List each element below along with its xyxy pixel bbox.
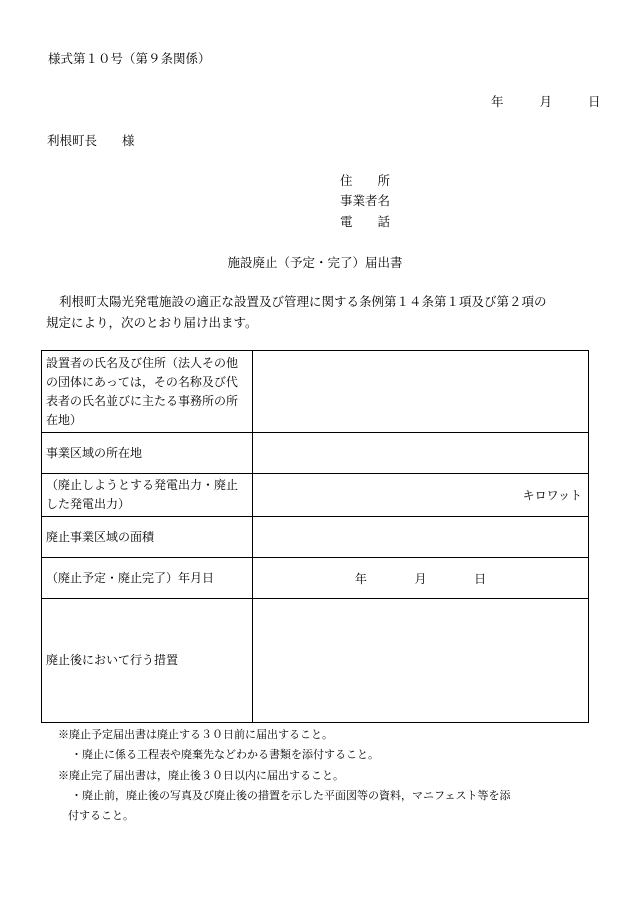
note-item: 付すること。 (68, 809, 134, 822)
addressee-name: 利根町長 (47, 133, 98, 148)
note-item: ・廃止に係る工程表や廃棄先などわかる書類を添付すること。 (71, 748, 379, 761)
addressee (47, 131, 135, 149)
notification-form-table (41, 350, 589, 723)
document-title: 施設廃止（予定・完了）届出書 (227, 255, 403, 270)
field-value-area[interactable] (253, 517, 589, 558)
table-row (42, 517, 589, 558)
intro-line-1: 利根町太陽光発電施設の適正な設置及び管理に関する条例第１４条第１項及び第２項の (59, 294, 547, 309)
field-value-output[interactable] (253, 474, 589, 517)
date-month: 月 (539, 94, 552, 109)
submission-date (491, 92, 600, 110)
honorific: 様 (122, 133, 135, 148)
note-item: ※廃止完了届出書は，廃止後３０日以内に届出すること。 (58, 769, 344, 782)
field-value-installer[interactable] (253, 351, 589, 433)
field-value-location[interactable] (253, 433, 589, 474)
intro-line-2: 規定により，次のとおり届け出ます。 (46, 315, 258, 330)
date-day: 日 (474, 571, 487, 586)
field-label: （廃止予定・廃止完了）年月日 (42, 558, 253, 599)
sender-address-label: 住 所 (340, 173, 391, 188)
sender-phone-label: 電 話 (340, 214, 391, 229)
field-label: 廃止事業区域の面積 (42, 517, 253, 558)
note-item: ・廃止前，廃止後の写真及び廃止後の措置を示した平面図等の資料，マニフェスト等を添 (71, 789, 511, 802)
date-year: 年 (491, 94, 504, 109)
sender-business-name-label: 事業者名 (340, 193, 391, 208)
field-value-date[interactable] (253, 558, 589, 599)
date-year: 年 (354, 571, 367, 586)
field-label: 廃止後において行う措置 (42, 599, 253, 723)
field-label: 事業区域の所在地 (42, 433, 253, 474)
table-row (42, 599, 589, 723)
field-label: 設置者の氏名及び住所（法人その他の団体にあっては，その名称及び代表者の氏名並びに主たる事務所の所在地） (42, 351, 253, 433)
table-row (42, 558, 589, 599)
unit-kilowatt: キロワット (522, 488, 582, 503)
form-number: 様式第１０号（第９条関係） (48, 51, 211, 66)
table-row (42, 351, 589, 433)
table-row (42, 474, 589, 517)
field-label: （廃止しようとする発電出力・廃止した発電出力） (42, 474, 253, 517)
note-item: ※廃止予定届出書は廃止する３０日前に届出すること。 (58, 728, 333, 741)
date-month: 月 (414, 571, 427, 586)
date-day: 日 (587, 94, 601, 109)
intro-paragraph (46, 291, 591, 333)
field-value-measures[interactable] (253, 599, 589, 723)
table-row (42, 433, 589, 474)
